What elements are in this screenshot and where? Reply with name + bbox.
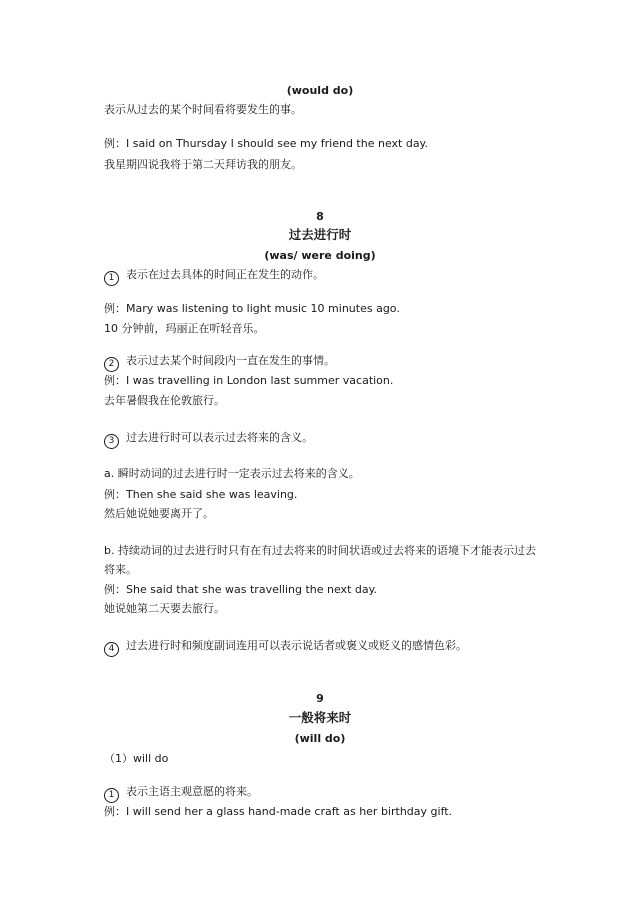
section-title-past-continuous: 过去进行时: [288, 227, 352, 242]
subpoint-a: a. 瞬时动词的过去进行时一定表示过去将来的含义。: [104, 467, 360, 480]
subheading-will-do: （1）will do: [104, 752, 169, 765]
circled-number: 3: [104, 434, 119, 449]
usage-item-2: [104, 353, 544, 372]
example-cn: 去年暑假我在伦敦旅行。: [104, 394, 225, 407]
sec7-description: 表示从过去的某个时间看将要发生的事。: [104, 103, 302, 116]
example-cn: 10 分钟前，玛丽正在听轻音乐。: [104, 322, 265, 335]
example-en: 例：Then she said she was leaving.: [104, 488, 298, 501]
usage-text: 表示过去某个时间段内一直在发生的事情。: [126, 354, 335, 367]
sec7-example-en: 例：I said on Thursday I should see my friend the next day.: [104, 137, 429, 150]
circled-number: 1: [104, 788, 119, 803]
example-cn: 然后她说她要离开了。: [104, 507, 214, 520]
circled-number: 1: [104, 271, 119, 286]
example-cn: 她说她第二天要去旅行。: [104, 602, 225, 615]
example-en: 例：I will send her a glass hand-made craft as her birthday gift.: [104, 805, 453, 818]
tense-form-was-were-doing: (was/ were doing): [264, 249, 376, 262]
usage-item-4: [104, 638, 544, 657]
section-number-9: 9: [316, 692, 324, 705]
usage-item-3: [104, 430, 544, 449]
section-title-simple-future: 一般将来时: [288, 710, 352, 725]
sec7-example-cn: 我星期四说我将于第二天拜访我的朋友。: [104, 158, 302, 171]
tense-form-would-do: (would do): [286, 84, 354, 97]
usage-text: 过去进行时和频度副词连用可以表示说话者或褒义或贬义的感情色彩。: [126, 639, 467, 652]
usage-text: 表示在过去具体的时间正在发生的动作。: [126, 268, 324, 281]
example-en: 例：She said that she was travelling the next day.: [104, 583, 378, 596]
tense-form-will-do: (will do): [294, 732, 346, 745]
circled-number: 4: [104, 642, 119, 657]
circled-number: 2: [104, 357, 119, 372]
subpoint-b: b. 持续动词的过去进行时只有在有过去将来的时间状语或过去将来的语境下才能表示过去将来。: [104, 544, 536, 576]
section-number-8: 8: [316, 210, 324, 223]
usage-text: 表示主语主观意愿的将来。: [126, 785, 258, 798]
example-en: 例：Mary was listening to light music 10 minutes ago.: [104, 302, 400, 315]
example-en: 例：I was travelling in London last summer vacation.: [104, 374, 394, 387]
usage-item-1: [104, 267, 544, 286]
usage-item-1: [104, 784, 544, 803]
usage-text: 过去进行时可以表示过去将来的含义。: [126, 431, 313, 444]
